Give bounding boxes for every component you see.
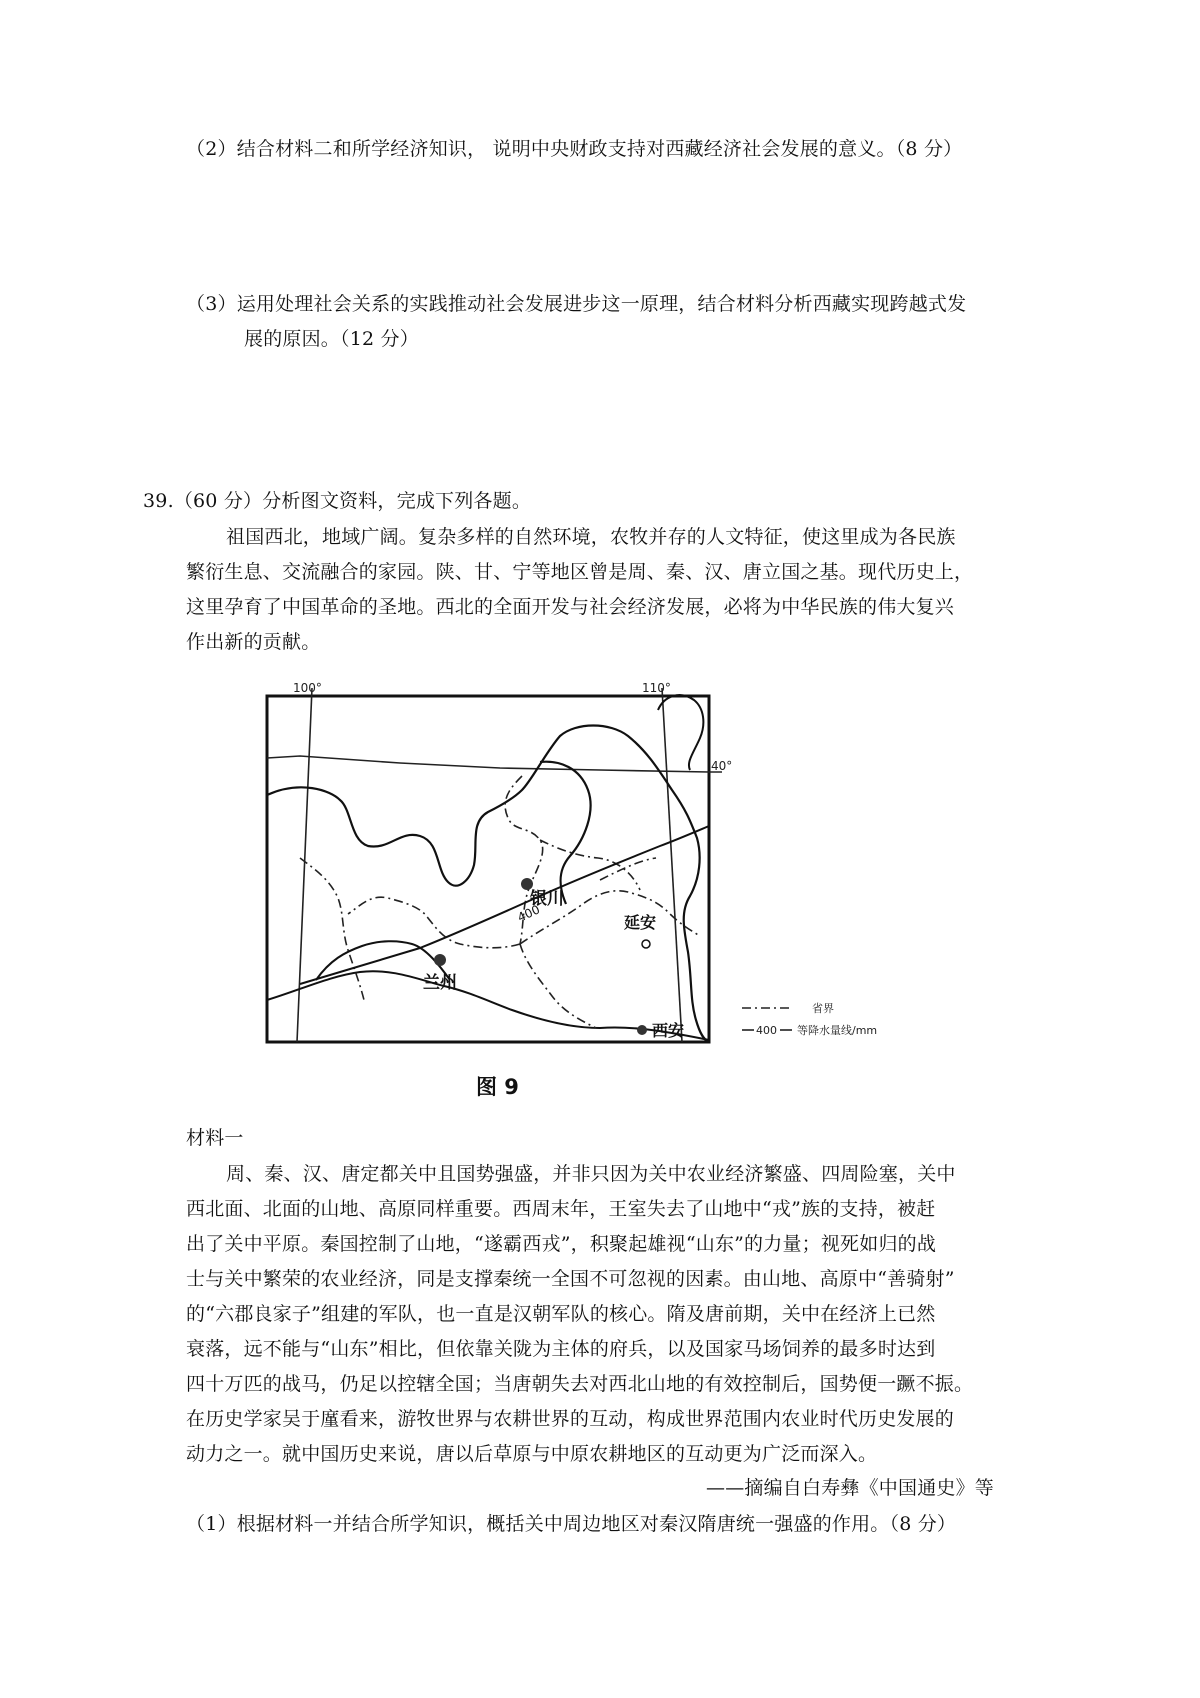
- material-line: 动力之一。就中国历史来说，唐以后草原与中原农耕地区的互动更为广泛而深入。: [186, 1443, 878, 1465]
- isohyet-label: 400: [515, 902, 543, 925]
- material-line: 四十万匹的战马，仍足以控辖全国；当唐朝失去对西北山地的有效控制后，国势便一蹶不振。: [186, 1373, 974, 1395]
- intro-line: 这里孕育了中国革命的圣地。西北的全面开发与社会经济发展，必将为中华民族的伟大复兴: [186, 596, 955, 618]
- question-3-line-1: （3）运用处理社会关系的实践推动社会发展进步这一原理，结合材料分析西藏实现跨越式发: [186, 293, 967, 315]
- city-yanan-label: 延安: [624, 913, 657, 932]
- material-line: 的“六郡良家子”组建的军队，也一直是汉朝军队的核心。隋及唐前期，关中在经济上已然: [186, 1303, 936, 1325]
- city-xian-label: 西安: [652, 1021, 685, 1040]
- legend-isohyet-value: 400: [756, 1024, 777, 1037]
- sub-question-1: （1）根据材料一并结合所学知识，概括关中周边地区对秦汉隋唐统一强盛的作用。（8 分）: [186, 1513, 957, 1535]
- material-line: 周、秦、汉、唐定都关中且国势强盛，并非只因为关中农业经济繁盛、四周险塞，关中: [226, 1163, 956, 1185]
- intro-line: 祖国西北，地域广阔。复杂多样的自然环境，农牧并存的人文特征，使这里成为各民族: [226, 526, 956, 548]
- legend-provincial-border-text: 省界: [812, 1002, 834, 1015]
- material-line: 士与关中繁荣的农业经济，同是支撑秦统一全国不可忽视的因素。由山地、高原中“善骑射”: [186, 1268, 955, 1290]
- city-yanan-marker: [642, 940, 650, 948]
- city-lanzhou-marker: [434, 954, 446, 966]
- lon-label-100: 100°: [293, 681, 322, 695]
- question-39-header: 39.（60 分）分析图文资料，完成下列各题。: [143, 490, 532, 512]
- river-loop: [540, 762, 591, 904]
- material-line: 出了关中平原。秦国控制了山地，“遂霸西戎”，积聚起雄视“山东”的力量；视死如归的战: [186, 1233, 937, 1255]
- material-1-title: 材料一: [186, 1127, 244, 1149]
- lat-label-40: 40°: [711, 759, 733, 773]
- meridian-110: [662, 688, 682, 1042]
- legend-isohyet-text: 等降水量线/mm: [797, 1024, 878, 1037]
- question-3-line-2: 展的原因。（12 分）: [244, 328, 419, 350]
- intro-line: 作出新的贡献。: [186, 631, 321, 653]
- city-lanzhou-label: 兰州: [423, 973, 457, 993]
- question-2: （2）结合材料二和所学经济知识， 说明中央财政支持对西藏经济社会发展的意义。（8 分）: [186, 138, 963, 160]
- material-line: 衰落，远不能与“山东”相比，但依靠关陇为主体的府兵，以及国家马场饲养的最多时达到: [186, 1338, 936, 1360]
- lon-label-110: 110°: [642, 681, 671, 695]
- material-line: 在历史学家吴于廑看来，游牧世界与农耕世界的互动，构成世界范围内农业时代历史发展的: [186, 1408, 955, 1430]
- map-frame: [267, 696, 709, 1042]
- city-yinchuan-label: 银川: [530, 889, 564, 909]
- city-xian-marker: [637, 1025, 647, 1035]
- intro-line: 繁衍生息、交流融合的家园。陕、甘、宁等地区曾是周、秦、汉、唐立国之基。现代历史上，: [186, 561, 974, 583]
- river: [267, 726, 709, 1043]
- material-line: 西北面、北面的山地、高原同样重要。西周末年，王室失去了山地中“戎”族的支持，被赶: [186, 1198, 936, 1220]
- map-caption: 图 9: [476, 1075, 519, 1099]
- material-source: ——摘编自白寿彝《中国通史》等: [706, 1477, 995, 1499]
- province-boundaries: [300, 776, 700, 1028]
